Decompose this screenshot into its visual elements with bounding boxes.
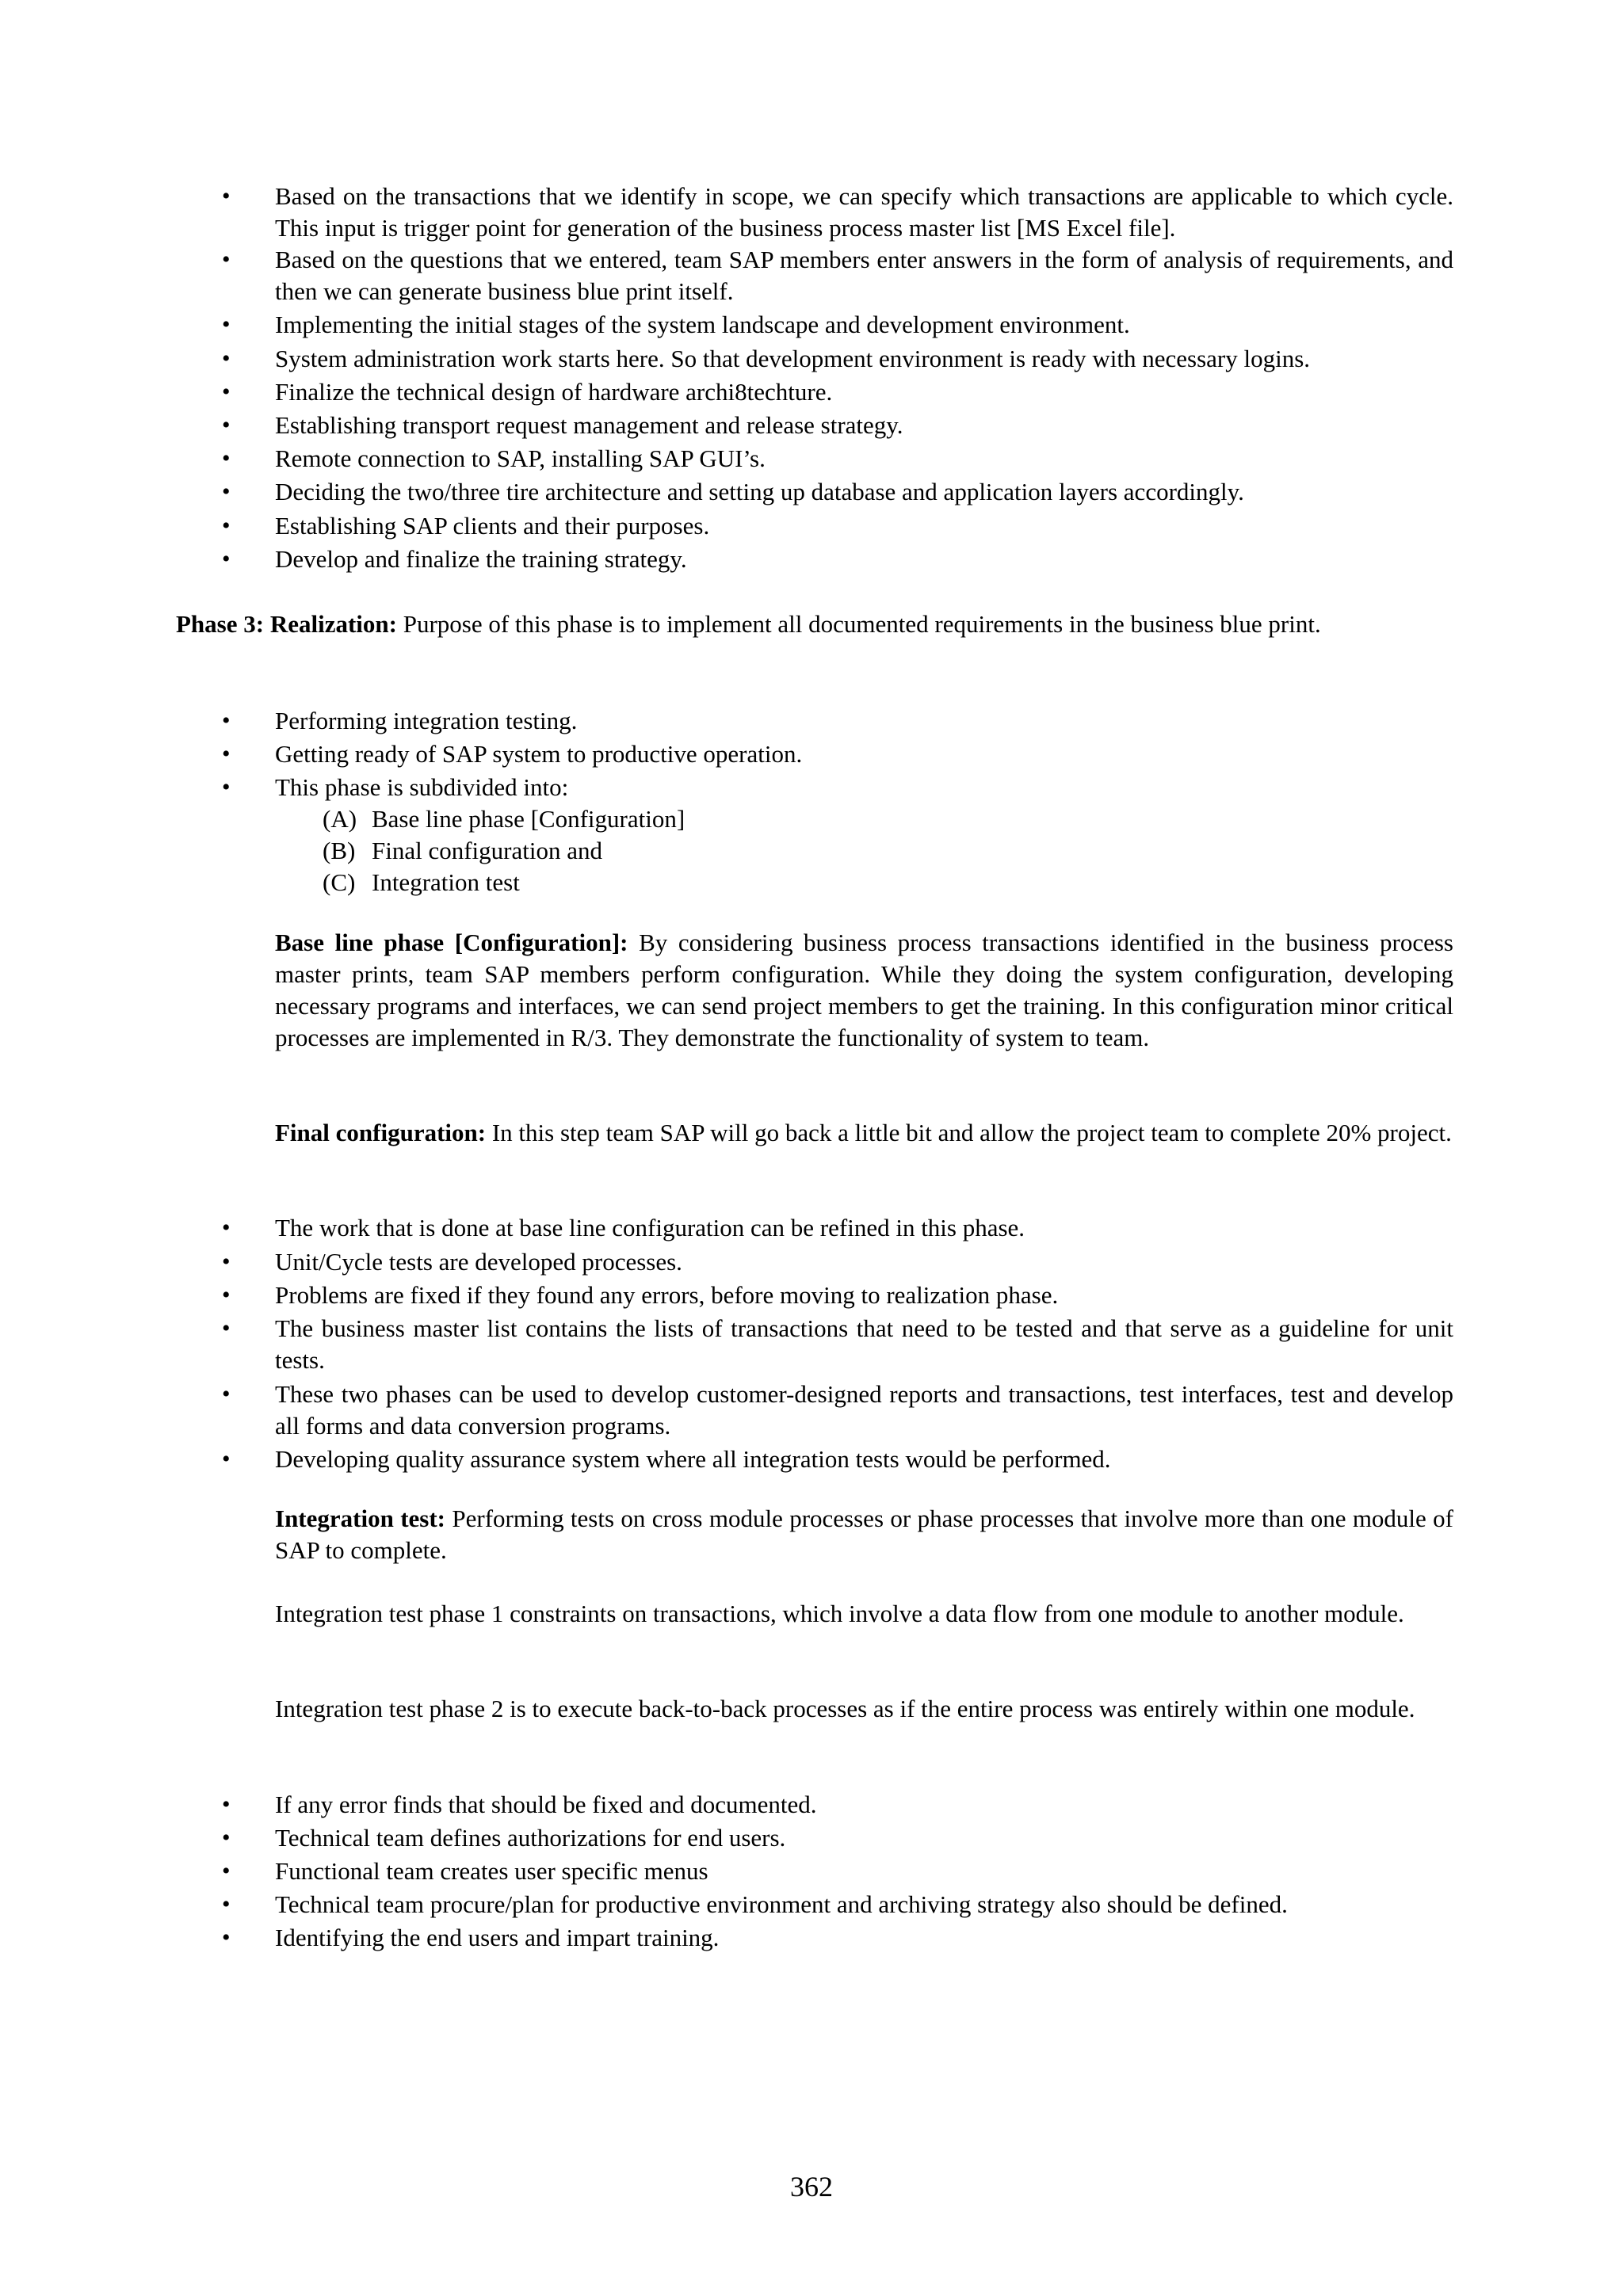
list-item: • Based on the questions that we entered, team SAP members enter answers in the form of analysis of requirements, and then we can generate business blue print itself. (176, 244, 1453, 307)
subdivision-item (323, 867, 1453, 898)
final-config-paragraph (176, 1117, 1453, 1149)
list-item: • The business master list contains the lists of transactions that need to be tested and that serve as a guideline for unit tests. (176, 1313, 1453, 1376)
subdivision-key: (C) (323, 868, 356, 896)
list-item: • Problems are fixed if they found any errors, before moving to realization phase. (176, 1280, 1453, 1311)
list-item: • Performing integration testing. (176, 705, 1453, 737)
list-item: • Developing quality assurance system where all integration tests would be performed. (176, 1444, 1453, 1475)
page-number: 362 (790, 2171, 833, 2203)
list-item: • System administration work starts here. So that development environment is ready with necessary logins. (176, 343, 1453, 375)
phase3-heading: Phase 3: Realization: (176, 610, 397, 638)
bullet-list-bottom (176, 1789, 1453, 1954)
list-item: • Based on the transactions that we identify in scope, we can specify which transactions are applicable to which cycle. This input is trigger point for generation of the business process master list [MS Excel file]. (176, 181, 1453, 244)
list-item: • Establishing transport request management and release strategy. (176, 410, 1453, 441)
integration-phase2-text: Integration test phase 2 is to execute back-to-back processes as if the entire process was entirely within one module. (275, 1695, 1415, 1722)
subdivision-item (323, 803, 1453, 835)
final-config-heading: Final configuration: (275, 1119, 487, 1146)
baseline-heading: Base line phase [Configuration]: (275, 929, 628, 956)
subdivision-item (323, 835, 1453, 867)
list-item: • Technical team defines authorizations for end users. (176, 1822, 1453, 1854)
integration-phase1-paragraph (176, 1598, 1453, 1630)
list-item: • The work that is done at base line configuration can be refined in this phase. (176, 1212, 1453, 1244)
list-item: • If any error finds that should be fixed and documented. (176, 1789, 1453, 1821)
integration-text: Performing tests on cross module processes or phase processes that involve more than one module of SAP to complete. (275, 1505, 1453, 1564)
list-item: • These two phases can be used to develop customer-designed reports and transactions, test interfaces, test and develop all forms and data conversion programs. (176, 1379, 1453, 1442)
list-item: • Identifying the end users and impart training. (176, 1922, 1453, 1954)
bullet-list-phase3 (176, 705, 1453, 898)
bullet-list-middle (176, 1212, 1453, 1475)
subdivision-list (323, 803, 1453, 898)
integration-heading: Integration test: (275, 1505, 445, 1532)
list-item: • Functional team creates user specific menus (176, 1855, 1453, 1887)
baseline-text: By considering business process transactions identified in the business process master prints, team SAP members perform configuration. While they doing the system configuration, developing necessary programs and interfaces, we can send project members to get the training. In this configuration minor critical processes are implemented in R/3. They demonstrate the functionality of system to team. (275, 929, 1453, 1051)
subdivision-key: (A) (323, 805, 357, 833)
list-item: • Implementing the initial stages of the system landscape and development environment. (176, 309, 1453, 341)
list-item: • This phase is subdivided into: (176, 772, 1453, 803)
list-item: • Technical team procure/plan for productive environment and archiving strategy also should be defined. (176, 1889, 1453, 1920)
list-item: • Establishing SAP clients and their purposes. (176, 510, 1453, 542)
list-item: • Finalize the technical design of hardware archi8techture. (176, 376, 1453, 408)
list-item: • Unit/Cycle tests are developed processes. (176, 1246, 1453, 1278)
integration-phase1-text: Integration test phase 1 constraints on transactions, which involve a data flow from one module to another module. (275, 1600, 1404, 1627)
document-page (176, 0, 1453, 2296)
integration-phase2-paragraph (176, 1693, 1453, 1725)
phase3-paragraph (176, 608, 1453, 640)
subdivision-text: Integration test (372, 868, 520, 896)
subdivision-key: (B) (323, 837, 356, 864)
baseline-paragraph (176, 927, 1453, 1054)
bullet-list-top (176, 181, 1453, 575)
list-item: • Develop and finalize the training strategy. (176, 543, 1453, 575)
subdivision-text: Base line phase [Configuration] (372, 805, 685, 833)
list-item: • Remote connection to SAP, installing SAP GUI’s. (176, 443, 1453, 475)
final-config-text: In this step team SAP will go back a little bit and allow the project team to complete 20% project. (486, 1119, 1452, 1146)
subdivision-text: Final configuration and (372, 837, 602, 864)
list-item: • Getting ready of SAP system to productive operation. (176, 738, 1453, 770)
list-item: • Deciding the two/three tire architecture and setting up database and application layers accordingly. (176, 476, 1453, 508)
integration-paragraph (176, 1503, 1453, 1566)
phase3-text: Purpose of this phase is to implement all documented requirements in the business blue print. (396, 610, 1321, 638)
